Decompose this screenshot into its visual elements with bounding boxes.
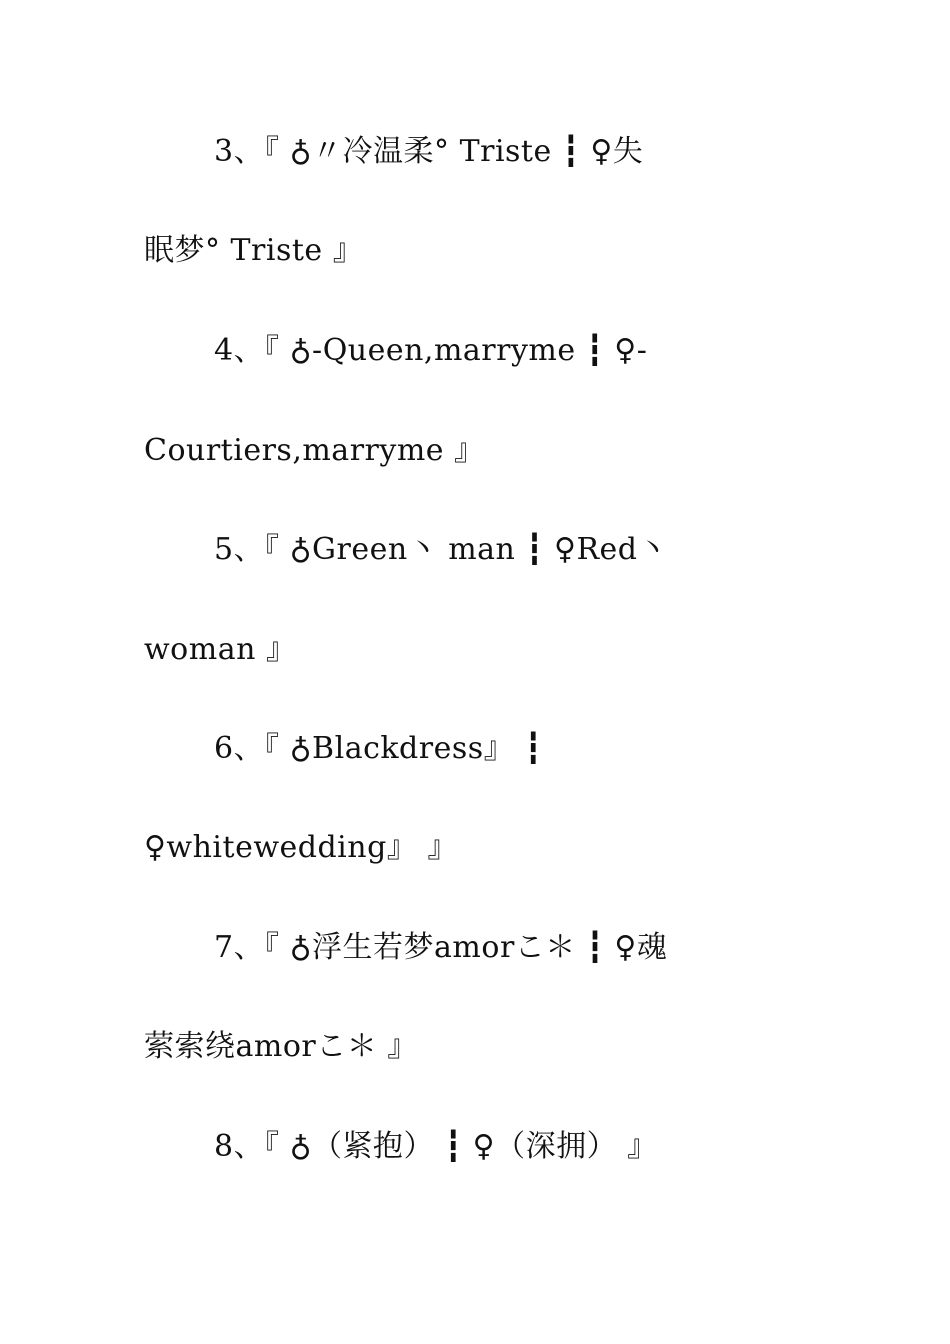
entry-5-line-1: 5、『 ♁Green丶 man ┇ ♀Red丶 [214, 532, 668, 567]
entry-3-line-2: 眠梦° Triste 』 [144, 233, 364, 268]
entry-4-line-1: 4、『 ♁-Queen,marryme ┇ ♀- [214, 333, 648, 368]
entry-6-line-2: ♀whitewedding』 』 [144, 830, 458, 865]
entry-7-line-1: 7、『 ♁浮生若梦amorこ＊ ┇ ♀魂 [214, 930, 668, 965]
entry-3-line-1: 3、『 ♁〃冷温柔° Triste ┇ ♀失 [214, 134, 644, 169]
entry-6-line-1: 6、『 ♁Blackdress』 ┇ [214, 731, 543, 766]
entry-5-line-2: woman 』 [144, 632, 297, 667]
entry-4-line-2: Courtiers,marryme 』 [144, 433, 485, 468]
entry-8-line-1: 8、『 ♁（紧抱） ┇ ♀（深拥） 』 [214, 1129, 658, 1164]
entry-7-line-2: 萦索绕amorこ＊ 』 [144, 1029, 418, 1064]
